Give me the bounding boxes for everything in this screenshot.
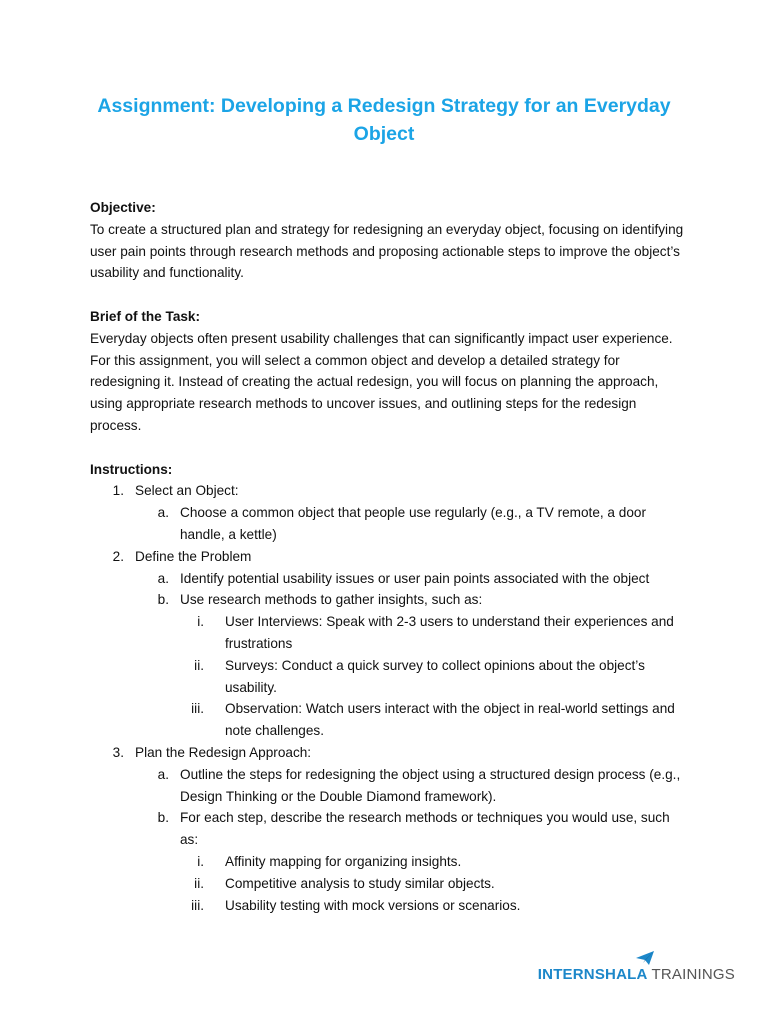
list-item-text: User Interviews: Speak with 2-3 users to understand their experiences and frustrations <box>225 614 674 651</box>
list-marker: b. <box>157 592 169 608</box>
list-item-text: Competitive analysis to study similar objects. <box>225 875 495 891</box>
list-item-text: Choose a common object that people use regularly (e.g., a TV remote, a door handle, a kettle) <box>180 505 646 542</box>
list-marker: a. <box>157 570 169 586</box>
paper-plane-icon <box>635 950 655 966</box>
list-item-text: Outline the steps for redesigning the object using a structured design process (e.g., Design Thinking or the Double Diamond framework). <box>180 766 681 804</box>
list-item <box>90 480 686 502</box>
brand-footer <box>538 966 735 983</box>
list-marker: a. <box>157 505 169 521</box>
list-item-text: Define the Problem <box>135 548 252 564</box>
list-item <box>90 873 686 895</box>
document-title: Assignment: Developing a Redesign Strategy for an Everyday Object <box>97 95 671 145</box>
list-marker: a. <box>157 766 169 782</box>
list-marker: i. <box>197 853 204 869</box>
list-item-text: Plan the Redesign Approach: <box>135 744 312 760</box>
list-item <box>90 742 686 764</box>
list-item-text: For each step, describe the research methods or techniques you would use, such as: <box>180 810 670 848</box>
list-item-text: Observation: Watch users interact with the object in real-world settings and note challenges. <box>225 701 675 739</box>
list-item <box>90 546 686 568</box>
list-item <box>90 502 686 546</box>
brand-name-light: SHALA <box>594 966 648 983</box>
list-item-text: Select an Object: <box>135 483 239 499</box>
list-item <box>90 698 686 742</box>
list-item <box>90 568 686 590</box>
list-item-text: Usability testing with mock versions or scenarios. <box>225 897 521 913</box>
list-item-text: Surveys: Conduct a quick survey to collect opinions about the object’s usability. <box>225 657 645 695</box>
list-marker: 1. <box>112 483 124 499</box>
list-item-text: Affinity mapping for organizing insights. <box>225 853 462 869</box>
list-marker: 3. <box>112 744 124 760</box>
list-marker: ii. <box>194 875 204 891</box>
brand-name-bold: INTERN <box>537 966 595 983</box>
document-body <box>90 197 686 916</box>
list-item <box>90 611 686 655</box>
list-item-text: Use research methods to gather insights, such as: <box>180 592 483 608</box>
list-item <box>90 807 686 851</box>
objective-text: To create a structured plan and strategy for redesigning an everyday object, focusing on identifying user pain points through research methods and proposing actionable steps to improve the object’s usability and functionality. <box>90 221 684 281</box>
instructions-heading: Instructions: <box>90 461 173 477</box>
brief-text: Everyday objects often present usability challenges that can significantly impact user experience. For this assignment, you will select a common object and develop a detailed strategy for redesigning it. Instead of creating the actual redesign, you will focus on planning the approach, using appropriate research methods to uncover issues, and outlining steps for the redesign process. <box>90 330 673 433</box>
list-item <box>90 589 686 611</box>
list-item <box>90 655 686 699</box>
list-item <box>90 764 686 808</box>
list-marker: iii. <box>191 897 204 913</box>
list-marker: iii. <box>191 701 204 717</box>
list-item <box>90 895 686 917</box>
objective-heading: Objective: <box>90 200 156 215</box>
brief-heading: Brief of the Task: <box>90 308 201 324</box>
list-marker: i. <box>197 614 204 630</box>
list-marker: ii. <box>194 657 204 673</box>
list-marker: 2. <box>112 548 124 564</box>
list-item <box>90 851 686 873</box>
list-item-text: Identify potential usability issues or user pain points associated with the object <box>180 570 650 586</box>
brand-suffix: TRAININGS <box>651 966 735 983</box>
list-marker: b. <box>157 810 169 826</box>
